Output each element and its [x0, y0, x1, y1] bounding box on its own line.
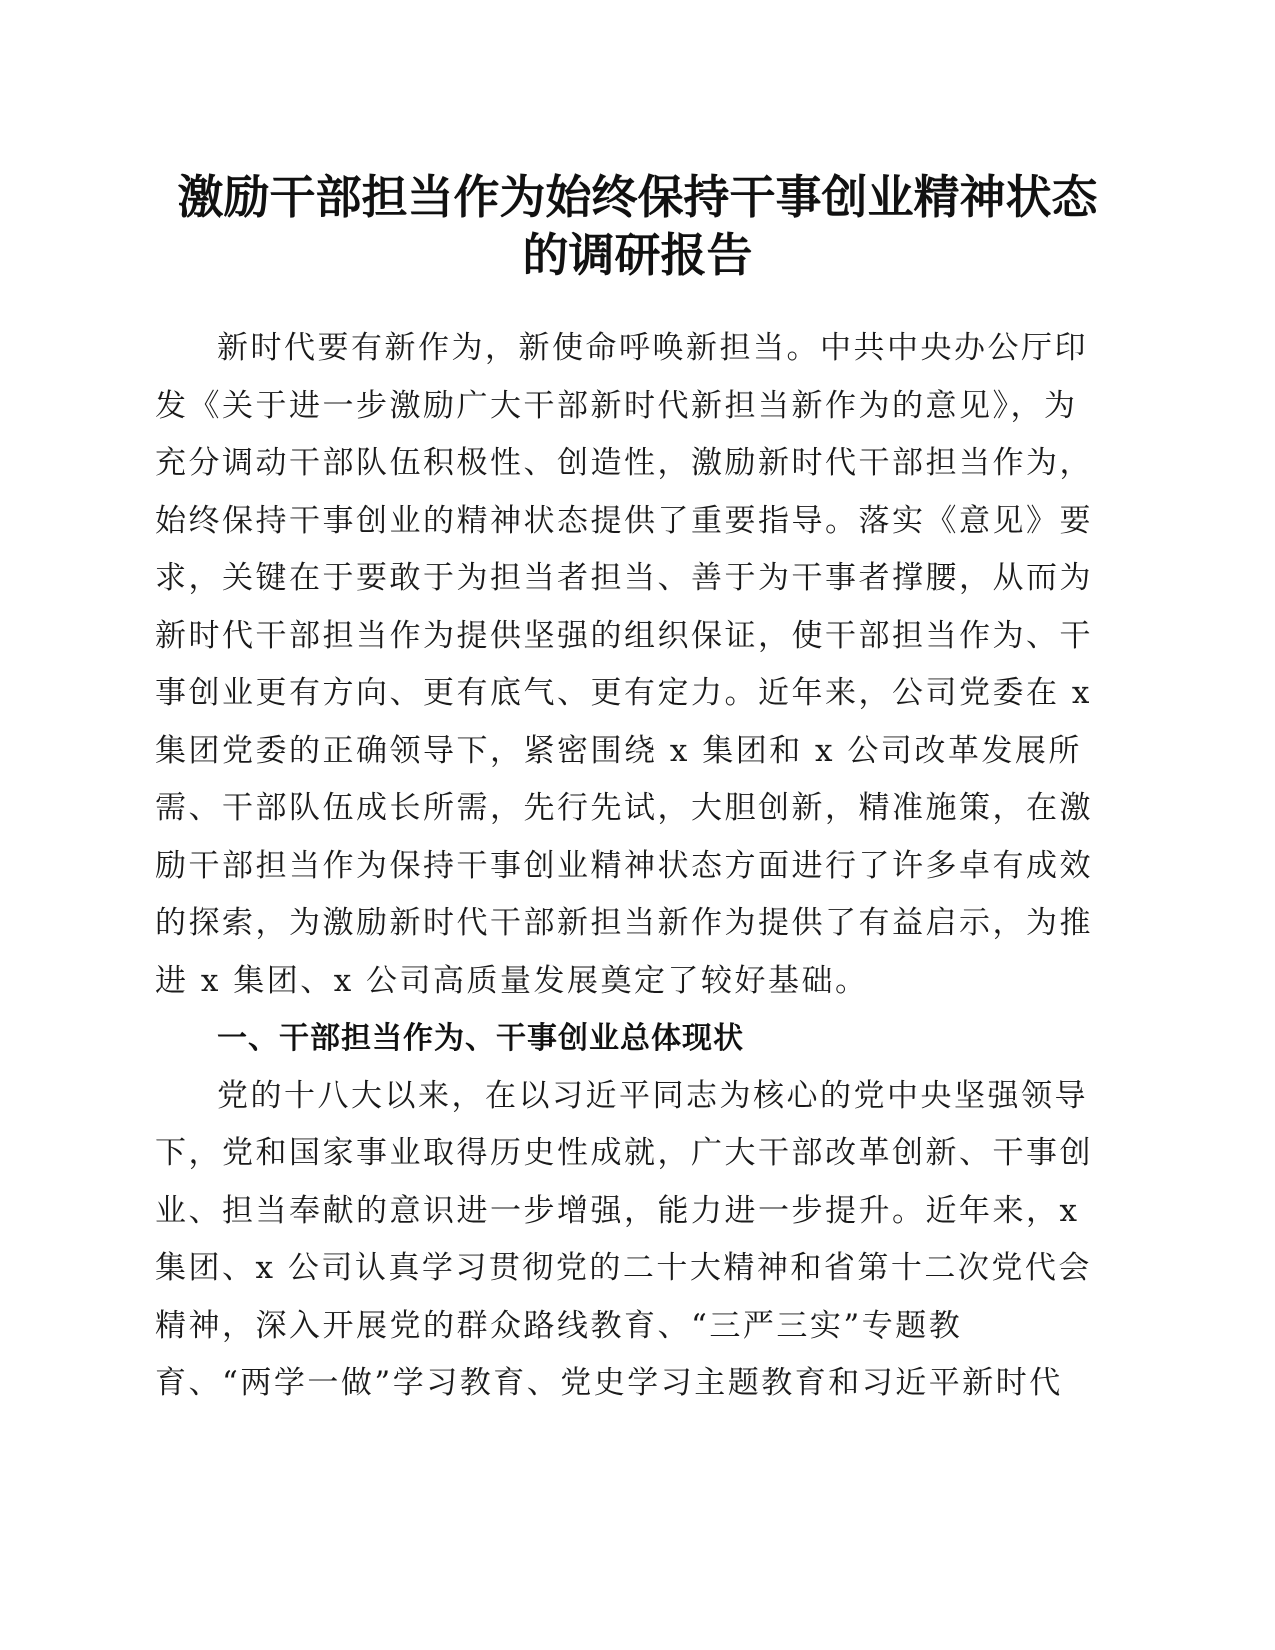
paragraph-line: 集团、x 公司认真学习贯彻党的二十大精神和省第十二次党代会	[155, 1250, 1092, 1286]
document-title	[150, 168, 1125, 284]
paragraph-line: 下，党和国家事业取得历史性成就，广大干部改革创新、干事创	[155, 1135, 1093, 1171]
paragraph-line: 进 x 集团、x 公司高质量发展奠定了较好基础。	[155, 962, 869, 999]
paragraph-line: 需、干部队伍成长所需，先行先试，大胆创新，精准施策，在激	[155, 790, 1093, 826]
title-line: 的调研报告	[522, 228, 753, 282]
section-heading: 一、干部担当作为、干事创业总体现状	[217, 1021, 744, 1056]
paragraph-line: 的探索，为激励新时代干部新担当新作为提供了有益启示，为推	[155, 905, 1093, 941]
paragraph-line: 励干部担当作为保持干事创业精神状态方面进行了许多卓有成效	[155, 847, 1093, 884]
paragraph-line: 新时代要有新作为，新使命呼唤新担当。中共中央办公厅印	[217, 330, 1088, 366]
paragraph-line: 集团党委的正确领导下，紧密围绕 x 集团和 x 公司改革发展所	[155, 732, 1082, 769]
paragraph-line: 精神，深入开展党的群众路线教育、“三严三实”专题教	[155, 1307, 963, 1344]
title-line: 激励干部担当作为始终保持干事创业精神状态	[177, 170, 1098, 224]
paragraph-line: 新时代干部担当作为提供坚强的组织保证，使干部担当作为、干	[155, 617, 1093, 654]
paragraph-line: 始终保持干事创业的精神状态提供了重要指导。落实《意见》要	[155, 502, 1093, 539]
paragraph-line: 事创业更有方向、更有底气、更有定力。近年来，公司党委在 x	[155, 675, 1092, 711]
document-body	[155, 320, 1093, 1413]
paragraph-line: 党的十八大以来，在以习近平同志为核心的党中央坚强领导	[217, 1077, 1088, 1114]
paragraph-line: 求，关键在于要敢于为担当者担当、善于为干事者撑腰，从而为	[155, 560, 1093, 596]
paragraph-line: 发《关于进一步激励广大干部新时代新担当新作为的意见》，为	[155, 387, 1078, 424]
paragraph-line: 育、“两学一做”学习教育、党史学习主题教育和习近平新时代	[155, 1365, 1063, 1401]
paragraph-line: 充分调动干部队伍积极性、创造性，激励新时代干部担当作为，	[155, 445, 1093, 481]
paragraph-line: 业、担当奉献的意识进一步增强，能力进一步提升。近年来，x	[155, 1192, 1080, 1229]
